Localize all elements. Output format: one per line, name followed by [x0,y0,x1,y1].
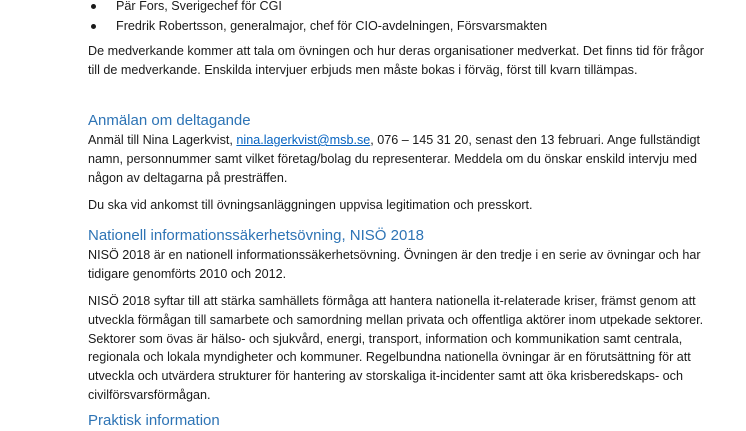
registration-paragraph [88,131,708,187]
list-item [88,0,547,16]
registration-text-end: , 076 – 145 31 20, senast den 13 februari. Ange fullständigt namn, personnummer samt vilket företag/bolag du representerar. Meddela om du önskar enskild intervju med någon av deltagarna på presträffen. [88,133,701,185]
list-item [88,16,547,36]
id-note-paragraph: Du ska vid ankomst till övningsanläggningen uppvisa legitimation och presskort. [88,198,533,212]
bullet-icon [91,4,96,9]
bullet-icon [91,24,96,29]
niso-heading: Nationell informationssäkerhetsövning, NISÖ 2018 [88,227,425,244]
registration-heading: Anmälan om deltagande [88,112,251,129]
practical-info-heading: Praktisk information [88,412,220,429]
registration-text-start: Anmäl till Nina Lagerkvist, [88,133,237,147]
list-item-text: Pär Fors, Sverigechef för CGI [116,0,282,13]
list-item-text: Fredrik Robertsson, generalmajor, chef för CIO-avdelningen, Försvarsmakten [116,19,548,33]
intro-paragraph: De medverkande kommer att tala om övningen och hur deras organisationer medverkat. Det finns tid för frågor till de medverkande. Enskilda intervjuer erbjuds men måste bokas i förväg, först till kvarn tillämpas. [88,44,704,77]
email-link[interactable]: nina.lagerkvist@msb.se [236,133,371,147]
participant-list [88,0,547,36]
niso-paragraph-2: NISÖ 2018 syftar till att stärka samhällets förmåga att hantera nationella it-relaterade kriser, främst genom att utveckla förmågan till samarbete och samordning mellan privata och offentliga aktörer inom utpekade sektorer. Sektorer som övas är hälso- och sjukvård, energi, transport, information och kommunikation samt centrala, regionala och lokala myndigheter och kommuner. Regelbundna nationella övningar är en förutsättning för att utveckla och utvärdera strukturer för hantering av storskaliga it-incidenter samt att öka krisberedskaps- och civilförsvarsförmågan. [88,294,704,402]
niso-paragraph-1: NISÖ 2018 är en nationell informationssäkerhetsövning. Övningen är den tredje i en serie av övningar och har tidigare genomförts 2010 och 2012. [88,248,701,281]
